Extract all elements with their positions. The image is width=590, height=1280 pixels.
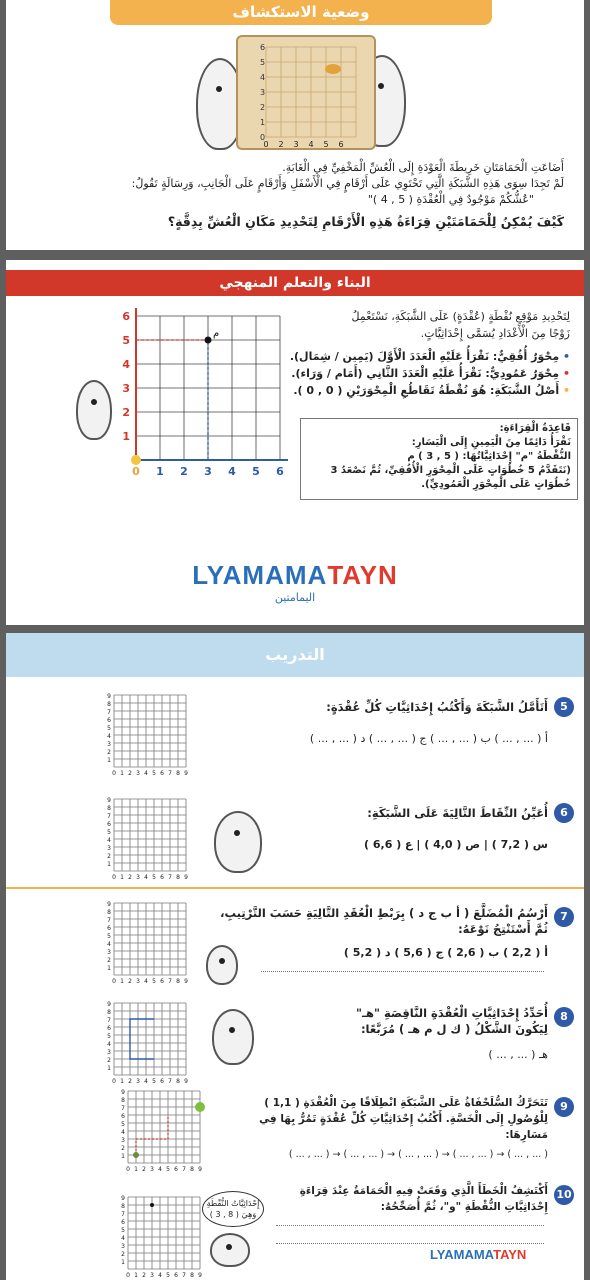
- y-tick-label: 7: [121, 1211, 125, 1218]
- y-tick-label: 3: [122, 382, 130, 395]
- exercise-9-question-line-1: تَتَحَرَّكُ السُّلَحْفَاةُ عَلَى الشَّبَكَةِ انْطِلَاقًا مِنَ الْعُقْدَةِ ( 1,1 ): [264, 1097, 548, 1109]
- y-tick-label: 4: [122, 358, 130, 371]
- x-tick-label: 2: [128, 770, 132, 777]
- y-tick-label: 7: [107, 813, 111, 820]
- logo-part-b: TAYN: [327, 560, 398, 590]
- y-tick-label: 5: [121, 1227, 125, 1234]
- y-tick-label: 1: [107, 861, 111, 868]
- intro-line-1: لِتَحْدِيدِ مَوْقِعِ نُقْطَةٍ (عُقْدَةٍ) عَلَى الشَّبَكَةِ، نَسْتَعْمِلُ: [351, 310, 570, 323]
- x-tick-label: 4: [144, 978, 148, 985]
- y-tick-label: 1: [260, 118, 266, 127]
- footer-logo-a: LYAMAMA: [430, 1247, 494, 1262]
- y-tick-label: 1: [107, 1065, 111, 1072]
- y-tick-label: 7: [107, 709, 111, 716]
- x-tick-label: 9: [184, 978, 188, 985]
- rule-line-1: نَقْرَأُ دَائِمًا مِنَ الْيَمِينِ إِلَى الْيَسَارِ:: [411, 437, 571, 448]
- bullet-horizontal-axis: • مِحْوَرٌ أُفُقِيٌّ: نَقْرَأُ عَلَيْهِ الْعَدَدَ الْأَوَّلَ (يَمِين / شِمَال).: [289, 350, 570, 363]
- y-tick-label: 5: [122, 334, 130, 347]
- y-tick-label: 2: [107, 749, 111, 756]
- y-tick-label: 2: [107, 853, 111, 860]
- exercise-9-question-line-2: لِلْوُصُولِ إِلَى الْخَسَّةِ. أَكْتُبُ إِحْدَاثِيَّاتِ كُلِّ عُقْدَةٍ تَمُرُّ بِهَا فِي: [259, 1113, 548, 1125]
- pigeon-dove-illustration: [212, 1009, 254, 1065]
- x-tick-label: 5: [152, 770, 156, 777]
- y-tick-label: 9: [107, 797, 111, 804]
- y-tick-label: 4: [121, 1129, 125, 1136]
- exercise-9-number: 9: [554, 1097, 574, 1117]
- x-tick-label: 2: [128, 874, 132, 881]
- intro-text: [270, 308, 570, 342]
- rule-line-4: خُطُوَاتٍ عَلَى الْمِحْوَرِ الْعَمُودِيِّ).: [421, 479, 571, 490]
- x-tick-label: 5: [152, 978, 156, 985]
- x-tick-label: 4: [144, 1078, 148, 1085]
- exercise-5-number: 5: [554, 697, 574, 717]
- x-tick-label: 5: [152, 1078, 156, 1085]
- x-tick-label: 3: [293, 140, 299, 149]
- y-tick-label: 3: [121, 1137, 125, 1144]
- x-tick-label: 1: [156, 465, 164, 478]
- y-tick-label: 5: [260, 58, 266, 67]
- x-tick-label: 7: [168, 1078, 172, 1085]
- intro-line-2: زَوْجًا مِنَ الْأَعْدَادِ يُسَمَّى إِحْدَاثِيَّاتٍ.: [420, 327, 570, 340]
- footer-logo-b: TAYN: [493, 1247, 527, 1262]
- x-tick-label: 2: [142, 1166, 146, 1173]
- story-text: [26, 160, 564, 208]
- exercise-8-grid: [102, 995, 192, 1085]
- x-tick-label: 5: [166, 1166, 170, 1173]
- y-tick-label: 5: [107, 829, 111, 836]
- y-tick-label: 8: [107, 701, 111, 708]
- x-tick-label: 6: [160, 874, 164, 881]
- exercise-10-question: [300, 1183, 548, 1215]
- rule-title: قَاعِدَةُ الْقِرَاءَةِ:: [499, 423, 571, 434]
- x-tick-label: 3: [204, 465, 212, 478]
- y-tick-label: 2: [121, 1145, 125, 1152]
- x-tick-label: 2: [128, 1078, 132, 1085]
- x-tick-label: 4: [144, 770, 148, 777]
- logo-subtitle: اليمامتين: [274, 591, 316, 604]
- x-tick-label: 5: [152, 874, 156, 881]
- x-tick-label: 3: [136, 874, 140, 881]
- x-tick-label: 8: [190, 1166, 194, 1173]
- map-scroll: [236, 35, 376, 150]
- y-tick-label: 0: [260, 133, 266, 142]
- training-section: [6, 633, 584, 1280]
- x-tick-label: 7: [168, 770, 172, 777]
- x-tick-label: 9: [184, 770, 188, 777]
- x-tick-label: 3: [150, 1166, 154, 1173]
- definitions-list: [270, 348, 570, 399]
- x-tick-label: 8: [176, 770, 180, 777]
- y-tick-label: 1: [107, 757, 111, 764]
- turtle-icon: [133, 1152, 139, 1158]
- exercise-10-answer-line-2[interactable]: [276, 1243, 544, 1244]
- y-tick-label: 2: [260, 103, 266, 112]
- x-tick-label: 7: [182, 1166, 186, 1173]
- x-tick-label: 6: [160, 770, 164, 777]
- y-tick-label: 9: [107, 693, 111, 700]
- x-tick-label: 4: [158, 1272, 162, 1279]
- pigeon-reading-illustration: [210, 1233, 250, 1267]
- rule-line-2: النُّقْطَةُ "م" إِحْدَاثِيَّاتُهَا: ( 5 , 3 ) م: [407, 451, 571, 462]
- y-tick-label: 8: [121, 1097, 125, 1104]
- exercise-10-grid: [116, 1185, 208, 1279]
- y-tick-label: 5: [107, 933, 111, 940]
- x-tick-label: 4: [158, 1166, 162, 1173]
- point-w: [150, 1203, 154, 1207]
- x-tick-label: 6: [160, 1078, 164, 1085]
- x-tick-label: 0: [126, 1166, 130, 1173]
- x-tick-label: 9: [198, 1166, 202, 1173]
- y-tick-label: 8: [107, 805, 111, 812]
- training-title: التدريب: [6, 633, 584, 677]
- x-tick-label: 4: [308, 140, 314, 149]
- rule-line-3: (نَتَقَدَّمُ 5 خُطُوَاتٍ عَلَى الْمِحْوَرِ الْأُفُقِيِّ، ثُمَّ نَصْعَدُ 3: [330, 465, 571, 476]
- y-tick-label: 9: [121, 1089, 125, 1096]
- y-tick-label: 9: [107, 901, 111, 908]
- y-tick-label: 3: [107, 845, 111, 852]
- x-tick-label: 5: [323, 140, 329, 149]
- x-tick-label: 0: [112, 770, 116, 777]
- x-tick-label: 0: [126, 1272, 130, 1279]
- x-tick-label: 1: [134, 1272, 138, 1279]
- exercise-8-answer[interactable]: هـ ( ... , ... ): [488, 1048, 548, 1061]
- square-outline: [130, 1019, 154, 1059]
- exercise-5-answers[interactable]: أ ( ... , ... ) ب ( ... , ... ) ج ( ... , ... ) د ( ... , ... ): [309, 732, 548, 745]
- exercise-8-question-line-1: أُحَدِّدُ إِحْدَاثِيَّاتِ الْعُقْدَةِ النَّاقِصَةِ "هـ": [356, 1006, 548, 1020]
- y-tick-label: 2: [121, 1251, 125, 1258]
- x-tick-label: 1: [120, 770, 124, 777]
- y-tick-label: 6: [107, 821, 111, 828]
- exercise-10-number: 10: [554, 1185, 574, 1205]
- exercise-6: [6, 791, 584, 883]
- coordinate-grid: [116, 305, 291, 485]
- x-tick-label: 6: [160, 978, 164, 985]
- x-tick-label: 6: [174, 1166, 178, 1173]
- pigeon-pointer-illustration: [76, 380, 112, 440]
- y-tick-label: 3: [107, 1049, 111, 1056]
- y-tick-label: 6: [107, 717, 111, 724]
- y-tick-label: 4: [107, 837, 111, 844]
- exercise-9-path-answers[interactable]: ( ... , ... ) → ( ... , ... ) → ( ... , ... ) → ( ... , ... ) → ( ... , ... ): [288, 1149, 548, 1160]
- x-tick-label: 0: [112, 1078, 116, 1085]
- x-tick-label: 2: [180, 465, 188, 478]
- x-tick-label: 1: [120, 1078, 124, 1085]
- y-tick-label: 3: [107, 741, 111, 748]
- x-tick-label: 9: [184, 874, 188, 881]
- exercise-7-question-line-2: ثُمَّ أَسْتَنْتِجُ نَوْعَهُ:: [458, 922, 548, 936]
- y-tick-label: 4: [107, 733, 111, 740]
- exercise-6-number: 6: [554, 803, 574, 823]
- exercise-8: [6, 995, 584, 1087]
- exercise-9-question-line-3: مَسَارِهَا:: [505, 1129, 548, 1141]
- x-tick-label: 2: [142, 1272, 146, 1279]
- x-tick-label: 5: [252, 465, 260, 478]
- discovery-question: كَيْفَ يُمْكِنُ لِلْحَمَامَتَيْنِ قِرَاءَةُ هَذِهِ الْأَرْقَامِ لِتَحْدِيدِ مَكَانِ الْعُشِّ بِدِقَّةٍ؟: [167, 214, 564, 229]
- exercise-10-question-line-2: إِحْدَاثِيَّاتِ النُّقْطَةِ "و"، ثُمَّ أُصَحِّحُهُ:: [380, 1201, 548, 1213]
- pigeon-pointing-illustration: [206, 945, 238, 985]
- point-m-label: م: [213, 328, 220, 339]
- exercise-5: [6, 685, 584, 785]
- exercise-6-grid: [102, 791, 192, 881]
- exercise-10: [6, 1181, 584, 1279]
- y-tick-label: 8: [121, 1203, 125, 1210]
- y-tick-label: 6: [121, 1219, 125, 1226]
- y-tick-label: 3: [121, 1243, 125, 1250]
- x-tick-label: 0: [263, 140, 269, 149]
- x-tick-label: 3: [136, 770, 140, 777]
- exercise-8-question: [356, 1005, 548, 1037]
- x-tick-label: 8: [176, 978, 180, 985]
- y-tick-label: 1: [107, 965, 111, 972]
- y-tick-label: 6: [122, 310, 130, 323]
- exercise-5-grid: [102, 685, 192, 777]
- exercise-9-question: [259, 1095, 548, 1143]
- y-tick-label: 4: [121, 1235, 125, 1242]
- story-line-3: "عُشُّكُمْ مَوْجُودٌ فِي الْعُقْدَةِ ( 5 , 4 )": [367, 193, 534, 206]
- x-tick-label: 2: [278, 140, 284, 149]
- y-tick-label: 8: [107, 1009, 111, 1016]
- exercise-9-grid: [116, 1089, 208, 1173]
- exercise-7-number: 7: [554, 907, 574, 927]
- story-line-2: لَمْ تَجِدَا سِوَى هَذِهِ الشَّبَكَةِ الَّتِي تَحْتَوِي عَلَى أَرْقَامٍ فِي الْأَسْفَلِ وَأَرْقَامٍ عَلَى الْجَانِبِ، وَرِسَالَةٍ تَقُولُ:: [131, 177, 564, 190]
- x-tick-label: 9: [198, 1272, 202, 1279]
- discovery-section: [6, 0, 584, 250]
- bullet-origin: • أَصْلُ الشَّبَكَةِ: هُوَ نُقْطَةُ تَقَاطُعِ الْمِحْوَرَيْنِ ( 0 , 0 ).: [293, 384, 570, 397]
- exercise-7-answer-line[interactable]: [261, 971, 544, 972]
- footer-logo: [430, 1247, 526, 1262]
- y-tick-label: 9: [107, 1001, 111, 1008]
- y-tick-label: 1: [121, 1153, 125, 1160]
- y-tick-label: 6: [260, 43, 266, 52]
- y-tick-label: 8: [107, 909, 111, 916]
- speech-bubble: إِحْدَاثِيَّاتُ النُّقْطَةِ وَهِيَ ( 8 , 3 ): [202, 1191, 264, 1227]
- pigeon-flying-illustration: [214, 811, 262, 873]
- discovery-title: وضعية الاستكشاف: [110, 0, 492, 25]
- y-tick-label: 3: [107, 949, 111, 956]
- x-tick-label: 1: [120, 874, 124, 881]
- exercise-7: [6, 895, 584, 990]
- y-tick-label: 2: [107, 1057, 111, 1064]
- y-tick-label: 6: [107, 925, 111, 932]
- bullet-vertical-axis: • مِحْوَرٌ عَمُودِيٌّ: نَقْرَأُ عَلَيْهِ الْعَدَدَ الثَّانِي (أَمَام / وَرَاء).: [291, 367, 570, 380]
- x-tick-label: 1: [134, 1166, 138, 1173]
- x-tick-label: 5: [166, 1272, 170, 1279]
- y-tick-label: 1: [122, 430, 130, 443]
- x-tick-label: 3: [150, 1272, 154, 1279]
- x-tick-label: 4: [144, 874, 148, 881]
- x-tick-label: 9: [184, 1078, 188, 1085]
- x-tick-label: 0: [132, 465, 140, 478]
- y-tick-label: 7: [107, 1017, 111, 1024]
- exercise-10-question-line-1: أَكْتَشِفُ الْخَطَأَ الَّذِي وَقَعَتْ فِيهِ الْحَمَامَةُ عِنْدَ قِرَاءَةِ: [299, 1185, 548, 1197]
- y-tick-label: 2: [122, 406, 130, 419]
- learning-section: [6, 260, 584, 625]
- reading-rule-box: [300, 418, 578, 500]
- y-tick-label: 2: [107, 957, 111, 964]
- origin-marker: [131, 455, 141, 465]
- story-line-1: أَضَاعَتِ الْحَمَامَتَانِ خَرِيطَةَ الْعَوْدَةِ إِلَى الْعُشِّ الْمَخْفِيِّ فِي الْغَابَةِ.: [282, 161, 564, 174]
- x-tick-label: 6: [338, 140, 344, 149]
- y-tick-label: 4: [107, 1041, 111, 1048]
- learning-title: البناء والتعلم المنهجي: [6, 270, 584, 296]
- map-grid: [238, 37, 374, 148]
- brand-logo: [6, 560, 584, 604]
- exercise-7-grid: [102, 895, 192, 985]
- exercise-8-question-line-2: لِيَكُونَ الشَّكْلُ ( ك ل م هـ ) مُرَبَّعًا:: [360, 1022, 548, 1036]
- x-tick-label: 8: [176, 874, 180, 881]
- x-tick-label: 6: [174, 1272, 178, 1279]
- exercise-5-question: أَتَأَمَّلُ الشَّبَكَةَ وَأَكْتُبُ إِحْدَاثِيَّاتِ كُلِّ عُقْدَةٍ:: [326, 700, 548, 714]
- y-tick-label: 6: [107, 1025, 111, 1032]
- x-tick-label: 8: [190, 1272, 194, 1279]
- nest-icon: [325, 64, 341, 74]
- x-tick-label: 2: [128, 978, 132, 985]
- point-m: [205, 337, 212, 344]
- exercise-8-number: 8: [554, 1007, 574, 1027]
- exercise-7-question-line-1: أَرْسُمُ الْمُضَلَّعَ ( أ ب ج د ) بِرَبْطِ الْعُقَدِ التَّالِيَةِ حَسَبَ التَّرْتِيبِ،: [220, 906, 548, 920]
- lettuce-icon: [195, 1102, 205, 1112]
- x-tick-label: 8: [176, 1078, 180, 1085]
- logo-part-a: LYAMAMA: [192, 560, 328, 590]
- x-tick-label: 7: [182, 1272, 186, 1279]
- y-tick-label: 5: [107, 725, 111, 732]
- x-tick-label: 3: [136, 978, 140, 985]
- x-tick-label: 4: [228, 465, 236, 478]
- exercise-7-question: [220, 905, 548, 937]
- y-tick-label: 5: [107, 1033, 111, 1040]
- y-tick-label: 5: [121, 1121, 125, 1128]
- divider: [6, 887, 584, 889]
- exercise-7-points: أ ( 2,2 ) ب ( 2,6 ) ج ( 5,6 ) د ( 5,2 ): [343, 946, 548, 959]
- exercise-9: [6, 1089, 584, 1173]
- x-tick-label: 3: [136, 1078, 140, 1085]
- y-tick-label: 9: [121, 1195, 125, 1202]
- y-tick-label: 4: [107, 941, 111, 948]
- x-tick-label: 0: [112, 874, 116, 881]
- exercise-6-points: س ( 7,2 ) | ص ( 4,0 ) | ع ( 6,6 ): [364, 838, 548, 851]
- y-tick-label: 6: [121, 1113, 125, 1120]
- x-tick-label: 7: [168, 874, 172, 881]
- x-tick-label: 6: [276, 465, 284, 478]
- x-tick-label: 0: [112, 978, 116, 985]
- exercise-10-answer-line-1[interactable]: [276, 1225, 544, 1226]
- x-tick-label: 7: [168, 978, 172, 985]
- exercise-6-question: أُعَيِّنُ النِّقَاطَ التَّالِيَةَ عَلَى الشَّبَكَةِ:: [367, 806, 548, 820]
- y-tick-label: 7: [121, 1105, 125, 1112]
- y-tick-label: 3: [260, 88, 266, 97]
- y-tick-label: 7: [107, 917, 111, 924]
- x-tick-label: 1: [120, 978, 124, 985]
- y-tick-label: 4: [260, 73, 266, 82]
- y-tick-label: 1: [121, 1259, 125, 1266]
